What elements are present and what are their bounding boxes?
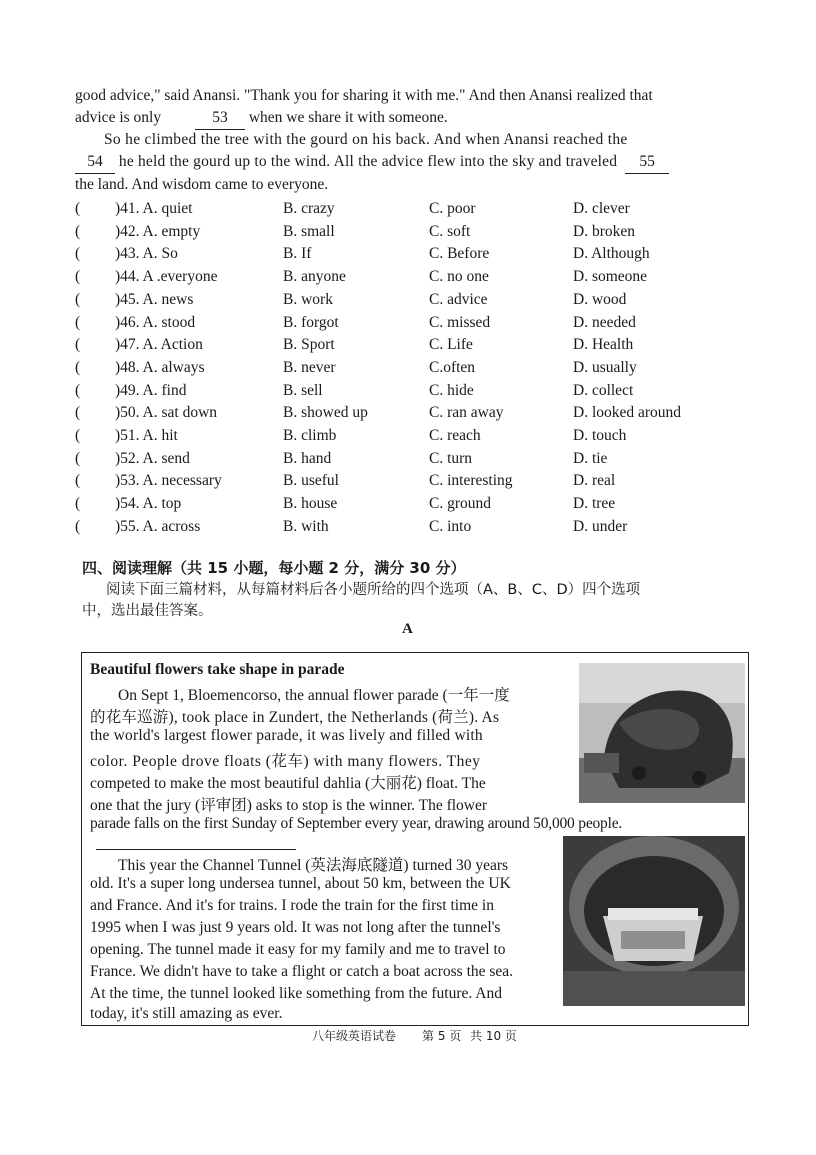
article1-line: 的花车巡游), took place in Zundert, the Netherlands (荷兰). As [90, 709, 500, 726]
choice-option-b: B. showed up [283, 404, 368, 422]
choice-option-c: C. turn [429, 449, 473, 467]
choice-option-b: B. hand [283, 449, 332, 467]
passage-text: he held the gourd up to the wind. All the advice flew into the sky and traveled [118, 153, 618, 170]
choice-option-d: D. wood [573, 290, 627, 308]
choice-option-a: )43. A. So [115, 245, 178, 263]
choice-paren: ( [75, 517, 81, 535]
choice-option-c: C. no one [429, 268, 489, 286]
article2-line: old. It's a super long undersea tunnel, about 50 km, between the UK [90, 875, 511, 892]
choice-row [75, 380, 755, 402]
section-instruction-2: 中，选出最佳答案。 [82, 603, 213, 619]
choice-option-c: C. advice [429, 290, 488, 308]
choice-option-d: D. needed [573, 313, 636, 331]
choice-row [75, 357, 755, 379]
choice-option-b: B. forgot [283, 313, 339, 331]
passage-line-5: the land. And wisdom came to everyone. [75, 176, 329, 193]
choice-paren: ( [75, 222, 81, 240]
choice-option-b: B. house [283, 495, 338, 513]
blank-53: 53 [195, 106, 245, 130]
choice-paren: ( [75, 290, 81, 308]
choice-option-d: D. collect [573, 381, 634, 399]
choice-option-b: B. anyone [283, 268, 346, 286]
choice-option-a: )46. A. stood [115, 313, 196, 331]
choice-option-a: )52. A. send [115, 449, 190, 467]
choice-option-b: B. with [283, 517, 329, 535]
choice-option-a: )47. A. Action [115, 336, 203, 354]
choice-option-a: )45. A. news [115, 290, 194, 308]
choice-row [75, 425, 755, 447]
article2-line: This year the Channel Tunnel (英法海底隧道) turned 30 years [118, 857, 509, 874]
choice-option-b: B. small [283, 222, 335, 240]
choice-option-c: C. soft [429, 222, 471, 240]
article2-line: France. We didn't have to take a flight or catch a boat across the sea. [90, 963, 514, 980]
passage-line-2 [75, 106, 735, 130]
article1-line: competed to make the most beautiful dahlia (大丽花) float. The [90, 775, 486, 792]
article2-line: and France. And it's for trains. I rode the train for the first time in [90, 897, 494, 914]
choice-option-d: D. clever [573, 200, 630, 217]
passage-line-4 [75, 150, 735, 174]
choice-option-a: )53. A. necessary [115, 472, 222, 490]
choice-option-a: )51. A. hit [115, 427, 178, 444]
passage-line-3: So he climbed the tree with the gourd on his back. And when Anansi reached the [104, 131, 628, 148]
passage-text: when we share it with someone. [248, 109, 448, 126]
choice-option-c: C. reach [429, 427, 481, 444]
blank-55: 55 [625, 150, 669, 174]
choice-row [75, 312, 755, 334]
choice-option-d: D. real [573, 472, 616, 490]
choice-row [75, 493, 755, 515]
choice-row [75, 243, 755, 265]
choice-option-c: C. Before [429, 245, 490, 263]
section-heading: 四、阅读理解（共 15 小题，每小题 2 分，满分 30 分） [82, 559, 466, 577]
choice-option-d: D. Although [573, 245, 650, 263]
choice-row [75, 221, 755, 243]
choice-row [75, 289, 755, 311]
choice-option-d: D. looked around [573, 404, 682, 422]
choice-paren: ( [75, 313, 81, 331]
choice-row [75, 516, 755, 538]
choice-option-b: B. climb [283, 427, 337, 444]
footer-subject: 八年级英语试卷 [312, 1029, 397, 1043]
blank-54: 54 [75, 150, 115, 174]
choice-option-a: )55. A. across [115, 517, 201, 535]
choice-option-b: B. never [283, 358, 336, 376]
article2-line: At the time, the tunnel looked like something from the future. And [90, 985, 502, 1002]
choice-option-d: D. touch [573, 427, 627, 444]
article1-line: On Sept 1, Bloemencorso, the annual flower parade (一年一度 [118, 687, 510, 704]
choice-option-a: )42. A. empty [115, 222, 201, 240]
choice-option-d: D. usually [573, 358, 637, 376]
tunnel-photo [563, 836, 745, 1006]
choice-option-c: C. poor [429, 200, 476, 217]
choice-option-d: D. someone [573, 268, 648, 286]
choice-row [75, 334, 755, 356]
article2-line: opening. The tunnel made it easy for my family and me to travel to [90, 941, 506, 958]
choice-option-d: D. Health [573, 336, 634, 354]
choice-option-b: B. Sport [283, 336, 335, 354]
choice-paren: ( [75, 404, 81, 422]
choice-option-b: B. sell [283, 381, 323, 399]
choice-option-c: C.often [429, 358, 476, 376]
choice-row [75, 448, 755, 470]
choice-option-a: )54. A. top [115, 495, 182, 513]
choice-option-a: )50. A. sat down [115, 404, 218, 422]
choice-paren: ( [75, 449, 81, 467]
flower-float-photo [579, 663, 745, 803]
choice-option-b: B. crazy [283, 200, 335, 217]
choice-paren: ( [75, 472, 81, 490]
choice-paren: ( [75, 200, 81, 217]
choice-row [75, 470, 755, 492]
choice-option-a: )49. A. find [115, 381, 187, 399]
choice-option-b: B. work [283, 290, 333, 308]
article2-line: 1995 when I was just 9 years old. It was not long after the tunnel's [90, 919, 501, 936]
choice-paren: ( [75, 495, 81, 513]
footer-total: 共 10 页 [470, 1029, 517, 1043]
choice-row [75, 266, 755, 288]
choice-paren: ( [75, 358, 81, 376]
choice-option-d: D. broken [573, 222, 635, 240]
choice-paren: ( [75, 268, 81, 286]
article1-line: the world's largest flower parade, it was lively and filled with [90, 727, 483, 744]
choice-paren: ( [75, 427, 81, 444]
choice-option-d: D. under [573, 517, 628, 535]
choice-option-d: D. tree [573, 495, 616, 513]
choice-paren: ( [75, 381, 81, 399]
passage-line-1: good advice," said Anansi. "Thank you for sharing it with me." And then Anansi realized that [75, 87, 653, 104]
choice-option-d: D. tie [573, 449, 608, 467]
article-title: Beautiful flowers take shape in parade [90, 661, 345, 678]
choice-option-c: C. ran away [429, 404, 504, 422]
choice-row [75, 198, 755, 220]
footer-page: 第 5 页 [422, 1029, 462, 1043]
divider [96, 849, 296, 850]
choice-paren: ( [75, 336, 81, 354]
choice-option-a: )41. A. quiet [115, 200, 193, 217]
passage-text: advice is only [75, 109, 162, 126]
choice-option-b: B. If [283, 245, 312, 263]
article1-line: one that the jury (评审团) asks to stop is the winner. The flower [90, 797, 488, 814]
part-label: A [402, 621, 413, 637]
choice-row [75, 402, 755, 424]
choice-option-b: B. useful [283, 472, 339, 490]
article1-line: color. People drove floats (花车) with many flowers. They [90, 753, 481, 770]
choice-option-c: C. interesting [429, 472, 513, 490]
article2-line: today, it's still amazing as ever. [90, 1005, 283, 1022]
choice-option-a: )48. A. always [115, 358, 205, 376]
choice-option-c: C. hide [429, 381, 474, 399]
choice-option-c: C. Life [429, 336, 473, 354]
section-instruction-1: 阅读下面三篇材料，从每篇材料后各小题所给的四个选项（A、B、C、D）四个选项 [106, 582, 641, 598]
choice-option-c: C. missed [429, 313, 491, 331]
choice-option-c: C. into [429, 517, 472, 535]
choice-option-c: C. ground [429, 495, 491, 513]
choice-option-a: )44. A .everyone [115, 268, 218, 286]
choice-paren: ( [75, 245, 81, 263]
article1-line: parade falls on the first Sunday of September every year, drawing around 50,000 people. [90, 815, 623, 832]
reading-box [81, 652, 749, 1026]
